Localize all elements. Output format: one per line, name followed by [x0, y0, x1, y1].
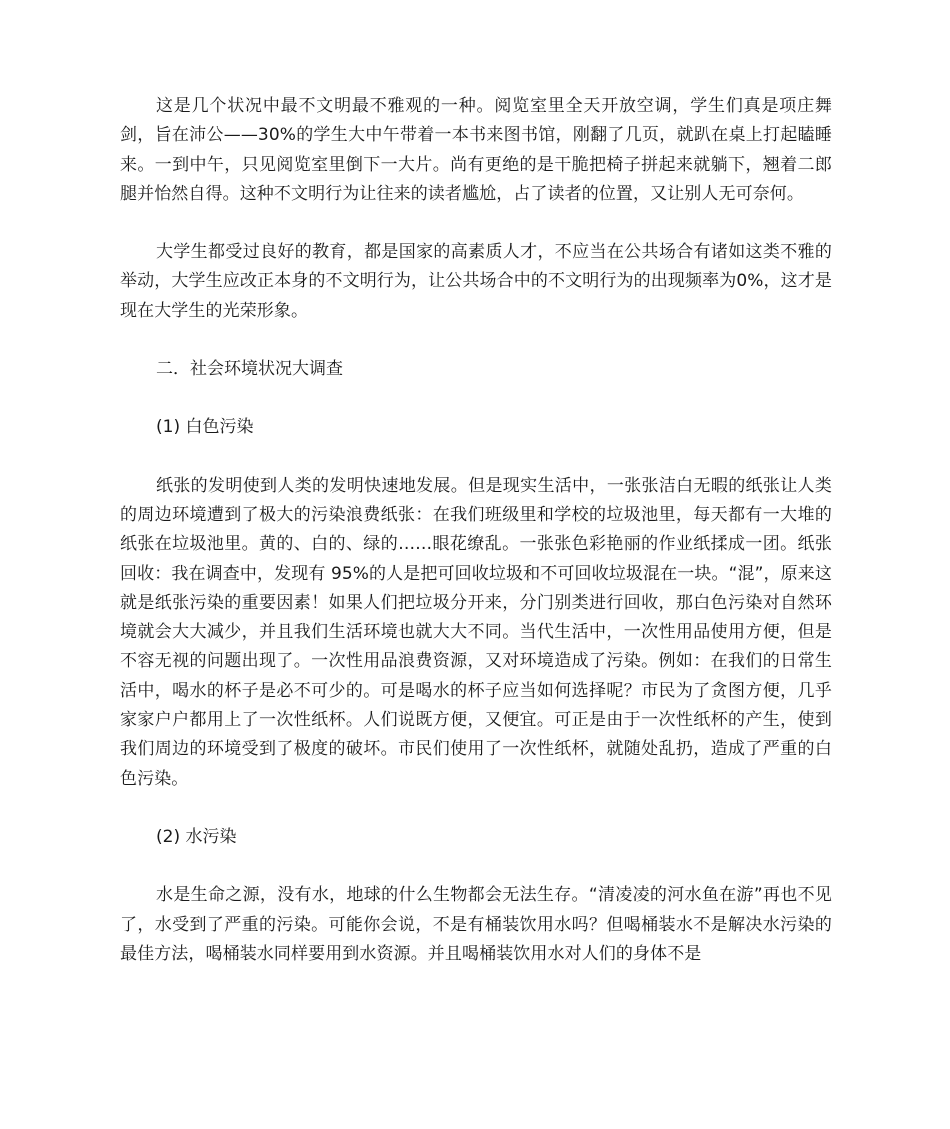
document-page — [120, 92, 832, 998]
paragraph-student-image: 大学生都受过良好的教育，都是国家的高素质人才，不应当在公共场合有诸如这类不雅的举动，大学生应改正本身的不文明行为，让公共场合中的不文明行为的出现频率为0%，这才是现在大学生的光荣形象。 — [120, 242, 832, 321]
subsection-heading-white-pollution: (1) 白色污染 — [156, 417, 254, 438]
subsection-heading-water-pollution: (2) 水污染 — [156, 826, 237, 847]
paragraph-white-pollution: 纸张的发明使到人类的发明快速地发展。但是现实生活中，一张张洁白无暇的纸张让人类的周边环境遭到了极大的污染浪费纸张：在我们班级里和学校的垃圾池里，每天都有一大堆的纸张在垃圾池里。黄的、白的、绿的……眼花缭乱。一张张色彩艳丽的作业纸揉成一团。纸张回收：我在调查中，发现有 95%的人是把可回收垃圾和不可回收垃圾混在一块。“混”，原来这就是纸张污染的重要因素！如果人们把垃圾分开来，分门别类进行回收，那白色污染对自然环境就会大大减少，并且我们生活环境也就大大不同。当代生活中，一次性用品使用方便，但是不容无视的问题出现了。一次性用品浪费资源，又对环境造成了污染。例如：在我们的日常生活中，喝水的杯子是必不可少的。可是喝水的杯子应当如何选择呢？市民为了贪图方便，几乎家家户户都用上了一次性纸杯。人们说既方便，又便宜。可正是由于一次性纸杯的产生，使到我们周边的环境受到了极度的破坏。市民们使用了一次性纸杯，就随处乱扔，造成了严重的白色污染。 — [120, 475, 832, 789]
section-heading: 二．社会环境状况大调查 — [156, 359, 343, 380]
paragraph-uncivilized-behavior: 这是几个状况中最不文明最不雅观的一种。阅览室里全天开放空调，学生们真是项庄舞剑，旨在沛公——30%的学生大中午带着一本书来图书馆，刚翻了几页，就趴在桌上打起瞌睡来。一到中午，只见阅览室里倒下一大片。尚有更绝的是干脆把椅子拼起来就躺下，翘着二郎腿并怡然自得。这种不文明行为让往来的读者尴尬，占了读者的位置，又让别人无可奈何。 — [120, 96, 832, 204]
paragraph-water-pollution: 水是生命之源，没有水，地球的什么生物都会无法生存。“清凌凌的河水鱼在游”再也不见了，水受到了严重的污染。可能你会说，不是有桶装饮用水吗？但喝桶装水不是解决水污染的最佳方法，喝桶装水同样要用到水资源。并且喝桶装饮用水对人们的身体不是 — [120, 885, 832, 964]
